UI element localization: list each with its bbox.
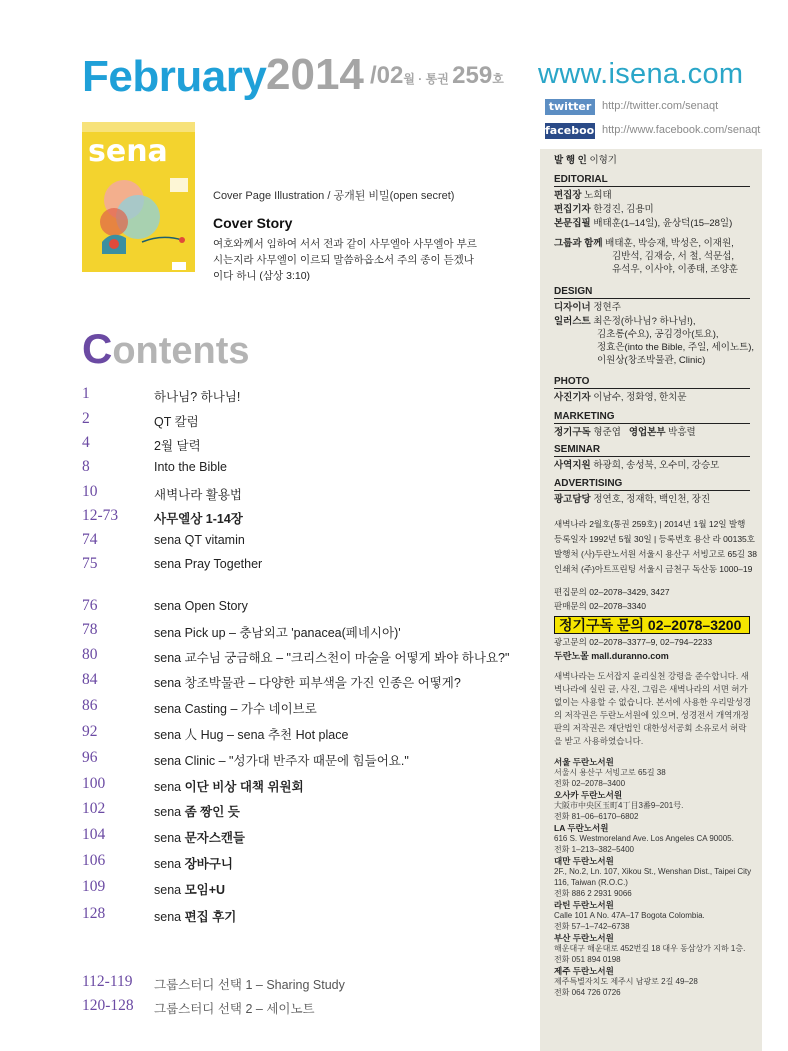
publisher-row: 발 행 인 이형기 <box>554 155 617 166</box>
branch-detail: 116, Taiwan (R.O.C.) <box>554 878 628 887</box>
branch-name: 대만 두란노서원 <box>554 856 614 866</box>
seminar-heading: SEMINAR <box>554 444 601 455</box>
group-line-2: 김반석, 김재승, 서 철, 석문섭, <box>612 251 735 262</box>
toc-page-number: 78 <box>82 621 98 638</box>
branch-name: LA 두란노서원 <box>554 823 609 833</box>
chief-row: 편집장 노희태 <box>554 190 612 201</box>
group-row: 그룹과 함께 배태훈, 박승재, 박성은, 이재원, <box>554 238 734 249</box>
branch-detail: 서울시 용산구 서빙고로 65길 38 <box>554 768 666 777</box>
editorial-heading: EDITORIAL <box>554 174 608 185</box>
divider <box>554 490 750 491</box>
twitter-icon[interactable]: twitter <box>545 99 595 115</box>
toc-title: 사무엘상 1-14장 <box>154 512 243 526</box>
sales-contact: 판매문의 02–2078–3340 <box>554 601 646 611</box>
toc-page-number: 102 <box>82 800 106 817</box>
branch-detail: 전화 02–2078–3400 <box>554 779 626 788</box>
toc-page-number: 10 <box>82 483 98 500</box>
registration-info: 등록일자 1992년 5월 30일 | 등록번호 용산 라 00135호 <box>554 534 755 544</box>
branch-detail: 2F., No.2, Ln. 107, Xikou St., Wenshan Dist., Taipei City <box>554 867 752 876</box>
branch-detail: Calle 101 A No. 47A–17 Bogota Colombia. <box>554 911 705 920</box>
toc-title: sena 이단 비상 대책 위원회 <box>154 780 304 794</box>
toc-title: 그룹스터디 선택 2 – 세이노트 <box>154 1002 315 1016</box>
toc-page-number: 74 <box>82 531 98 548</box>
group-line-3: 유석우, 이사야, 이종태, 조양훈 <box>612 264 738 275</box>
editorial-contact: 편집문의 02–2078–3429, 3427 <box>554 587 670 597</box>
toc-title: QT 칼럼 <box>154 415 199 429</box>
toc-page-number: 96 <box>82 749 98 766</box>
publication-info: 새벽나라 2월호(통권 259호) | 2014년 1월 12일 발행 <box>554 519 746 529</box>
branch-detail: 전화 051 894 0198 <box>554 955 621 964</box>
toc-title: 새벽나라 활용법 <box>154 488 242 502</box>
cover-story-title: Cover Story <box>213 215 293 231</box>
toc-title: sena 모임+U <box>154 883 226 897</box>
branch-name: 라틴 두란노서원 <box>554 900 614 910</box>
illustrator-row: 일러스트 최은정(하나님? 하나님!), <box>554 316 696 327</box>
toc-page-number: 75 <box>82 555 98 572</box>
marketing-row: 정기구독 형준엽 영업본부 박흥렬 <box>554 427 696 438</box>
divider <box>554 186 750 187</box>
advertising-heading: ADVERTISING <box>554 478 623 489</box>
toc-page-number: 12-73 <box>82 507 119 524</box>
issue-month: February <box>82 52 267 101</box>
marketing-heading: MARKETING <box>554 411 615 422</box>
editors-row: 편집기자 한경진, 김용미 <box>554 204 654 215</box>
cover-logo: sena <box>88 134 168 169</box>
toc-page-number: 120-128 <box>82 997 134 1014</box>
branch-detail: 전화 57–1–742–6738 <box>554 922 630 931</box>
branch-detail: 해운대구 해운대로 452번길 18 대우 동삼상가 지하 1층. <box>554 944 746 953</box>
photo-heading: PHOTO <box>554 376 590 387</box>
toc-page-number: 109 <box>82 878 106 895</box>
illustrator-line-3: 정효은(into the Bible, 주일, 세이노트), <box>597 342 755 353</box>
toc-page-number: 128 <box>82 905 106 922</box>
branch-detail: 전화 1–213–382–5400 <box>554 845 634 854</box>
illustrator-line-4: 이원상(창조박물관, Clinic) <box>597 355 706 366</box>
issue-number: /02월 · 통권 259호 <box>370 62 504 89</box>
toc-page-number: 80 <box>82 646 98 663</box>
toc-title: sena 문자스캔들 <box>154 831 245 845</box>
toc-page-number: 86 <box>82 697 98 714</box>
branch-name: 오사카 두란노서원 <box>554 790 623 800</box>
mall-link[interactable]: 두란노몰 mall.duranno.com <box>554 651 669 661</box>
ad-contact: 광고문의 02–2078–3377–9, 02–794–2233 <box>554 637 713 647</box>
toc-title: sena 창조박물관 – 다양한 피부색을 가진 인종은 어떻게? <box>154 676 461 690</box>
facebook-icon[interactable]: facebook <box>545 124 602 137</box>
divider <box>554 456 750 457</box>
cover-caption: Cover Page Illustration / 공개된 비밀(open secret) <box>213 190 455 202</box>
branch-detail: 616 S. Westmoreland Ave. Los Angeles CA 90005. <box>554 834 734 843</box>
design-heading: DESIGN <box>554 286 593 297</box>
publisher-info: 발행처 (사)두란노서원 서울시 용산구 서빙고로 65길 38 <box>554 549 757 559</box>
toc-title: sena Casting – 가수 네이브로 <box>154 702 317 716</box>
toc-title: sena 人 Hug – sena 추천 Hot place <box>154 728 349 742</box>
toc-title: sena QT vitamin <box>154 533 245 547</box>
printer-info: 인쇄처 (주)아트프린팅 서울시 금천구 독산동 1000–19 <box>554 564 753 574</box>
branch-name: 부산 두란노서원 <box>554 933 614 943</box>
masthead-panel <box>540 149 762 1051</box>
toc-title: sena Pray Together <box>154 557 263 571</box>
designer-row: 디자이너 정현주 <box>554 302 621 313</box>
advertising-row: 광고담당 정연호, 정재학, 백인천, 장진 <box>554 494 711 505</box>
copyright-notice: 새벽나라는 도서잡지 윤리실천 강령을 준수합니다. 새벽나라에 실린 글, 사진, 그림은 새벽나라의 서면 허가 없이는 사용할 수 없습니다. 본서에 사용한 우리말성경의 저작권은 두란노서원에 있으며, 성경전서 개역개정판의 저작권은 재단법인 대한성서공회 소유로서 허락을 받고 사용하였습니다. <box>554 671 752 746</box>
barcode <box>172 262 186 270</box>
toc-page-number: 1 <box>82 385 90 402</box>
toc-title: 하나님? 하나님! <box>154 390 241 404</box>
photo-row: 사진기자 이남수, 정화영, 한치문 <box>554 392 687 403</box>
branch-detail: 전화 81–06–6170–6802 <box>554 812 639 821</box>
toc-page-number: 4 <box>82 434 90 451</box>
illustrator-line-2: 김초롱(수요), 공김경아(토요), <box>597 329 719 340</box>
toc-page-number: 100 <box>82 775 106 792</box>
branch-detail: 大阪市中央区玉町4丁目3番9–201号. <box>554 801 684 810</box>
toc-page-number: 8 <box>82 458 90 475</box>
website-link[interactable]: www.isena.com <box>538 58 744 90</box>
seminar-row: 사역지원 하광희, 송성북, 오수미, 강승모 <box>554 460 720 471</box>
toc-title: sena Open Story <box>154 599 248 613</box>
branch-name: 제주 두란노서원 <box>554 966 614 976</box>
toc-title: 2월 달력 <box>154 439 201 453</box>
divider <box>554 388 750 389</box>
facebook-link[interactable]: http://www.facebook.com/senaqt <box>602 124 761 136</box>
divider <box>554 298 750 299</box>
toc-page-number: 104 <box>82 826 106 843</box>
toc-title: Into the Bible <box>154 460 227 474</box>
toc-page-number: 106 <box>82 852 106 869</box>
cover-story-verse: 여호와께서 임하여 서서 전과 같이 사무엘아 사무엘아 부르시는지라 사무엘이 이르되 말씀하옵소서 주의 종이 듣겠나이다 하니 (삼상 3:10) <box>213 238 477 282</box>
toc-page-number: 84 <box>82 671 98 688</box>
branch-detail: 전화 886 2 2931 9066 <box>554 889 632 898</box>
toc-title: sena Pick up – 충남외고 'panacea(페네시아)' <box>154 626 401 640</box>
branch-detail: 제주특별자치도 제주시 남광로 2길 49–28 <box>554 977 698 986</box>
toc-page-number: 76 <box>82 597 98 614</box>
toc-title: sena 장바구니 <box>154 857 233 871</box>
toc-title: sena Clinic – "성가대 반주자 때문에 힘들어요." <box>154 754 409 768</box>
toc-page-number: 112-119 <box>82 973 133 990</box>
contents-title: Contents <box>82 325 250 372</box>
issue-year: 2014 <box>266 50 364 99</box>
toc-page-number: 2 <box>82 410 90 427</box>
writers-row: 본문집필 배태훈(1–14일), 윤상덕(15–28일) <box>554 218 733 229</box>
toc-title: 그룹스터디 선택 1 – Sharing Study <box>154 978 345 992</box>
branch-detail: 전화 064 726 0726 <box>554 988 621 997</box>
toc-title: sena 편집 후기 <box>154 910 237 924</box>
toc-page-number: 92 <box>82 723 98 740</box>
toc-title: sena 좀 짱인 듯 <box>154 805 240 819</box>
branch-name: 서울 두란노서원 <box>554 757 614 767</box>
divider <box>554 423 750 424</box>
cover-illustration <box>82 122 195 272</box>
toc-title: sena 교수님 궁금해요 – "크리스천이 마술을 어떻게 봐야 하나요?" <box>154 651 510 665</box>
subscription-phone-banner: 정기구독 문의 02–2078–3200 <box>554 616 750 634</box>
twitter-link[interactable]: http://twitter.com/senaqt <box>602 100 719 112</box>
cover-image <box>82 122 195 272</box>
